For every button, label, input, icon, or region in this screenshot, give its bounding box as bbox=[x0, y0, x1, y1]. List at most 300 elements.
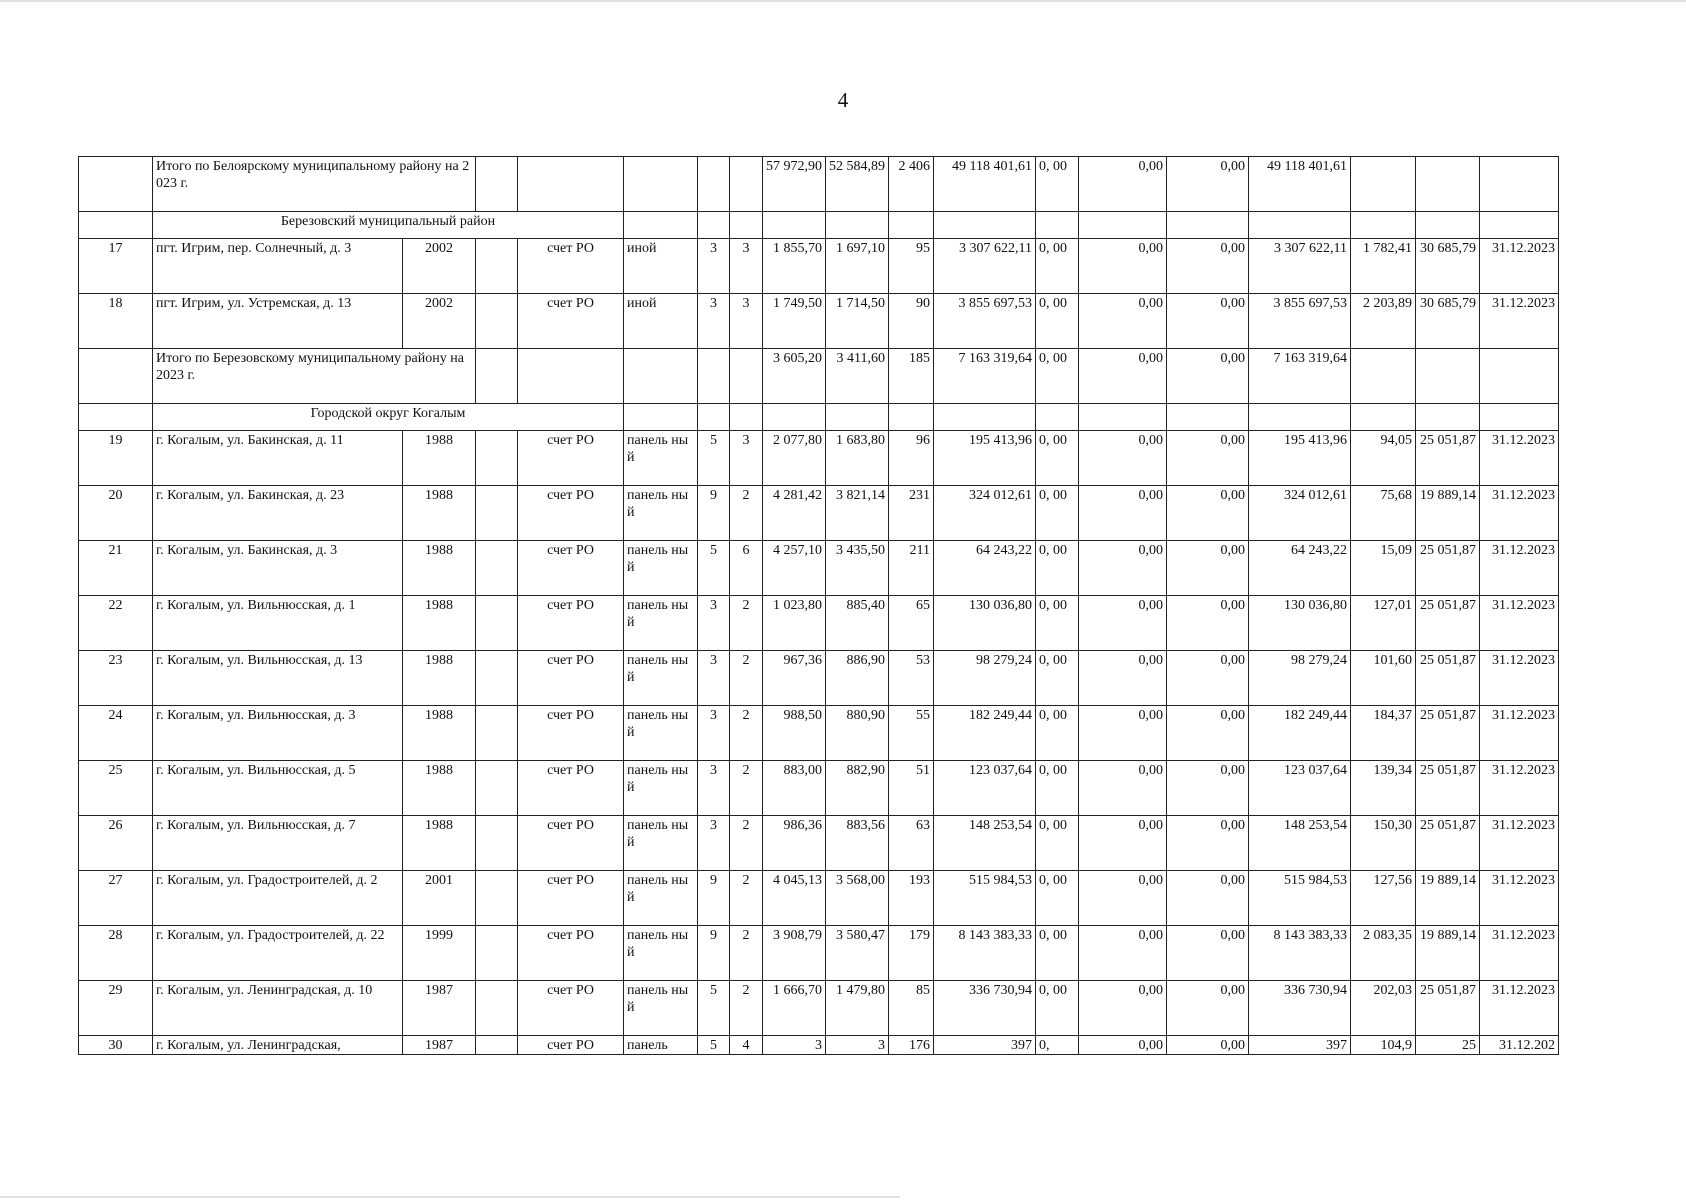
cell-method: счет РО bbox=[518, 651, 624, 706]
cell-address: г. Когалым, ул. Вильнюсская, д. 13 bbox=[153, 651, 403, 706]
cell-residents: 2 406 bbox=[889, 157, 934, 212]
table-row bbox=[79, 1036, 1559, 1055]
cell-method: счет РО bbox=[518, 541, 624, 596]
cell-owners: 3 307 622,11 bbox=[1249, 239, 1351, 294]
table-row bbox=[79, 926, 1559, 981]
cell-wall: иной bbox=[624, 294, 698, 349]
cell-cost-total: 98 279,24 bbox=[934, 651, 1036, 706]
cell-floors: 5 bbox=[698, 1036, 730, 1055]
cell-area-living: 886,90 bbox=[826, 651, 889, 706]
cell-budget-local: 0,00 bbox=[1167, 926, 1249, 981]
cell-empty bbox=[476, 706, 518, 761]
cell-empty bbox=[730, 212, 763, 239]
cell-empty bbox=[476, 816, 518, 871]
cell-wall: панель ный bbox=[624, 486, 698, 541]
cell-area-living: 3 411,60 bbox=[826, 349, 889, 404]
cell-label: Итого по Березовскому муниципальному району на 2023 г. bbox=[153, 349, 476, 404]
cell-fund-support: 0, 00 bbox=[1036, 706, 1079, 761]
table-body bbox=[79, 157, 1559, 1055]
cell-year: 1988 bbox=[403, 431, 476, 486]
cell-empty bbox=[1351, 212, 1416, 239]
cell-deadline: 31.12.2023 bbox=[1480, 431, 1559, 486]
cell-entrances: 4 bbox=[730, 1036, 763, 1055]
cell-fund-support: 0, 00 bbox=[1036, 651, 1079, 706]
cell-cost-total: 7 163 319,64 bbox=[934, 349, 1036, 404]
cell-empty bbox=[698, 349, 730, 404]
cell-empty bbox=[1480, 349, 1559, 404]
section-row bbox=[79, 212, 1559, 239]
cell-address: г. Когалым, ул. Бакинская, д. 11 bbox=[153, 431, 403, 486]
table-row bbox=[79, 431, 1559, 486]
cell-method: счет РО bbox=[518, 816, 624, 871]
cell-max-cost: 25 051,87 bbox=[1416, 761, 1480, 816]
cell-area-total: 4 257,10 bbox=[763, 541, 826, 596]
cell-owners: 64 243,22 bbox=[1249, 541, 1351, 596]
cell-wall: иной bbox=[624, 239, 698, 294]
cell-max-cost: 30 685,79 bbox=[1416, 239, 1480, 294]
cell-budget-region: 0,00 bbox=[1079, 541, 1167, 596]
cell-num: 30 bbox=[79, 1036, 153, 1055]
cell-entrances: 2 bbox=[730, 761, 763, 816]
cell-floors: 5 bbox=[698, 431, 730, 486]
cell-year: 1988 bbox=[403, 706, 476, 761]
cell-label: Березовский муниципальный район bbox=[153, 212, 624, 239]
cell-area-living: 52 584,89 bbox=[826, 157, 889, 212]
cell-num: 17 bbox=[79, 239, 153, 294]
cell-empty bbox=[518, 349, 624, 404]
cell-entrances: 2 bbox=[730, 706, 763, 761]
cell-fund-support: 0, 00 bbox=[1036, 761, 1079, 816]
cell-unit-cost: 184,37 bbox=[1351, 706, 1416, 761]
cell-unit-cost: 139,34 bbox=[1351, 761, 1416, 816]
page-number: 4 bbox=[837, 88, 849, 112]
cell-area-total: 1 666,70 bbox=[763, 981, 826, 1036]
cell-floors: 3 bbox=[698, 239, 730, 294]
cell-budget-local: 0,00 bbox=[1167, 239, 1249, 294]
cell-empty bbox=[624, 404, 698, 431]
cell-max-cost: 25 051,87 bbox=[1416, 596, 1480, 651]
cell-empty bbox=[1249, 404, 1351, 431]
cell-deadline: 31.12.2023 bbox=[1480, 294, 1559, 349]
cell-budget-local: 0,00 bbox=[1167, 816, 1249, 871]
cell-wall: панель ный bbox=[624, 651, 698, 706]
cell-owners: 336 730,94 bbox=[1249, 981, 1351, 1036]
cell-empty bbox=[79, 349, 153, 404]
total-row bbox=[79, 157, 1559, 212]
cell-max-cost: 19 889,14 bbox=[1416, 926, 1480, 981]
cell-area-total: 988,50 bbox=[763, 706, 826, 761]
cell-empty bbox=[1036, 404, 1079, 431]
table-row bbox=[79, 486, 1559, 541]
cell-area-living: 883,56 bbox=[826, 816, 889, 871]
cell-owners: 123 037,64 bbox=[1249, 761, 1351, 816]
cell-empty bbox=[79, 404, 153, 431]
cell-wall: панель ный bbox=[624, 871, 698, 926]
cell-deadline: 31.12.2023 bbox=[1480, 596, 1559, 651]
cell-year: 2002 bbox=[403, 294, 476, 349]
cell-year: 1988 bbox=[403, 541, 476, 596]
cell-empty bbox=[476, 431, 518, 486]
cell-budget-local: 0,00 bbox=[1167, 981, 1249, 1036]
cell-empty bbox=[763, 212, 826, 239]
cell-empty bbox=[476, 596, 518, 651]
cell-deadline: 31.12.2023 bbox=[1480, 651, 1559, 706]
cell-address: г. Когалым, ул. Вильнюсская, д. 5 bbox=[153, 761, 403, 816]
cell-cost-total: 123 037,64 bbox=[934, 761, 1036, 816]
cell-fund-support: 0, 00 bbox=[1036, 294, 1079, 349]
cell-year: 1987 bbox=[403, 981, 476, 1036]
cell-empty bbox=[730, 157, 763, 212]
cell-residents: 53 bbox=[889, 651, 934, 706]
cell-label: Итого по Белоярскому муниципальному району на 2023 г. bbox=[153, 157, 476, 212]
cell-budget-local: 0,00 bbox=[1167, 157, 1249, 212]
cell-residents: 211 bbox=[889, 541, 934, 596]
cell-year: 1987 bbox=[403, 1036, 476, 1055]
repair-program-table bbox=[78, 156, 1559, 1055]
cell-budget-local: 0,00 bbox=[1167, 1036, 1249, 1055]
cell-residents: 63 bbox=[889, 816, 934, 871]
cell-empty bbox=[889, 212, 934, 239]
cell-budget-local: 0,00 bbox=[1167, 596, 1249, 651]
cell-owners: 98 279,24 bbox=[1249, 651, 1351, 706]
cell-empty bbox=[476, 871, 518, 926]
cell-empty bbox=[476, 239, 518, 294]
cell-address: г. Когалым, ул. Вильнюсская, д. 7 bbox=[153, 816, 403, 871]
cell-empty bbox=[934, 404, 1036, 431]
cell-budget-region: 0,00 bbox=[1079, 349, 1167, 404]
cell-entrances: 3 bbox=[730, 294, 763, 349]
cell-deadline: 31.12.2023 bbox=[1480, 981, 1559, 1036]
cell-budget-local: 0,00 bbox=[1167, 541, 1249, 596]
cell-area-living: 3 bbox=[826, 1036, 889, 1055]
cell-method: счет РО bbox=[518, 981, 624, 1036]
cell-empty bbox=[476, 157, 518, 212]
cell-empty bbox=[476, 486, 518, 541]
cell-residents: 185 bbox=[889, 349, 934, 404]
cell-budget-local: 0,00 bbox=[1167, 294, 1249, 349]
cell-area-living: 885,40 bbox=[826, 596, 889, 651]
cell-empty bbox=[889, 404, 934, 431]
cell-method: счет РО bbox=[518, 431, 624, 486]
cell-residents: 95 bbox=[889, 239, 934, 294]
cell-cost-total: 182 249,44 bbox=[934, 706, 1036, 761]
cell-fund-support: 0, 00 bbox=[1036, 486, 1079, 541]
cell-owners: 515 984,53 bbox=[1249, 871, 1351, 926]
cell-residents: 231 bbox=[889, 486, 934, 541]
cell-deadline: 31.12.2023 bbox=[1480, 871, 1559, 926]
cell-budget-region: 0,00 bbox=[1079, 157, 1167, 212]
cell-area-total: 986,36 bbox=[763, 816, 826, 871]
table-row bbox=[79, 596, 1559, 651]
cell-area-total: 3 605,20 bbox=[763, 349, 826, 404]
cell-empty bbox=[1167, 404, 1249, 431]
cell-address: г. Когалым, ул. Ленинградская, bbox=[153, 1036, 403, 1055]
cell-cost-total: 148 253,54 bbox=[934, 816, 1036, 871]
cell-budget-local: 0,00 bbox=[1167, 431, 1249, 486]
cell-year: 1988 bbox=[403, 761, 476, 816]
cell-entrances: 2 bbox=[730, 596, 763, 651]
cell-method: счет РО bbox=[518, 1036, 624, 1055]
cell-budget-region: 0,00 bbox=[1079, 706, 1167, 761]
cell-empty bbox=[1480, 212, 1559, 239]
cell-empty bbox=[624, 212, 698, 239]
cell-residents: 55 bbox=[889, 706, 934, 761]
cell-residents: 65 bbox=[889, 596, 934, 651]
cell-address: г. Когалым, ул. Бакинская, д. 23 bbox=[153, 486, 403, 541]
cell-entrances: 3 bbox=[730, 239, 763, 294]
cell-method: счет РО bbox=[518, 706, 624, 761]
cell-deadline: 31.12.2023 bbox=[1480, 486, 1559, 541]
cell-budget-region: 0,00 bbox=[1079, 596, 1167, 651]
cell-method: счет РО bbox=[518, 926, 624, 981]
cell-entrances: 6 bbox=[730, 541, 763, 596]
cell-area-total: 3 908,79 bbox=[763, 926, 826, 981]
cell-empty bbox=[698, 157, 730, 212]
cell-empty bbox=[1351, 349, 1416, 404]
cell-deadline: 31.12.2023 bbox=[1480, 816, 1559, 871]
cell-floors: 9 bbox=[698, 871, 730, 926]
cell-empty bbox=[476, 1036, 518, 1055]
cell-empty bbox=[476, 981, 518, 1036]
cell-empty bbox=[1416, 404, 1480, 431]
cell-method: счет РО bbox=[518, 239, 624, 294]
cell-num: 20 bbox=[79, 486, 153, 541]
cell-deadline: 31.12.2023 bbox=[1480, 761, 1559, 816]
cell-unit-cost: 94,05 bbox=[1351, 431, 1416, 486]
cell-fund-support: 0, 00 bbox=[1036, 157, 1079, 212]
cell-unit-cost: 15,09 bbox=[1351, 541, 1416, 596]
cell-wall: панель ный bbox=[624, 981, 698, 1036]
cell-fund-support: 0, 00 bbox=[1036, 541, 1079, 596]
cell-unit-cost: 2 083,35 bbox=[1351, 926, 1416, 981]
cell-residents: 96 bbox=[889, 431, 934, 486]
cell-year: 2001 bbox=[403, 871, 476, 926]
cell-area-total: 883,00 bbox=[763, 761, 826, 816]
cell-budget-region: 0,00 bbox=[1079, 431, 1167, 486]
cell-empty bbox=[1351, 404, 1416, 431]
cell-label: Городской округ Когалым bbox=[153, 404, 624, 431]
cell-unit-cost: 104,9 bbox=[1351, 1036, 1416, 1055]
cell-address: г. Когалым, ул. Вильнюсская, д. 3 bbox=[153, 706, 403, 761]
cell-empty bbox=[1249, 212, 1351, 239]
cell-max-cost: 25 051,87 bbox=[1416, 431, 1480, 486]
cell-address: г. Когалым, ул. Вильнюсская, д. 1 bbox=[153, 596, 403, 651]
cell-empty bbox=[1079, 212, 1167, 239]
cell-area-living: 882,90 bbox=[826, 761, 889, 816]
cell-num: 21 bbox=[79, 541, 153, 596]
table-row bbox=[79, 541, 1559, 596]
cell-deadline: 31.12.2023 bbox=[1480, 239, 1559, 294]
cell-budget-local: 0,00 bbox=[1167, 871, 1249, 926]
cell-year: 1999 bbox=[403, 926, 476, 981]
cell-budget-region: 0,00 bbox=[1079, 486, 1167, 541]
cell-unit-cost: 2 203,89 bbox=[1351, 294, 1416, 349]
cell-unit-cost: 127,56 bbox=[1351, 871, 1416, 926]
cell-budget-local: 0,00 bbox=[1167, 651, 1249, 706]
cell-cost-total: 195 413,96 bbox=[934, 431, 1036, 486]
cell-area-total: 4 281,42 bbox=[763, 486, 826, 541]
cell-empty bbox=[476, 926, 518, 981]
cell-fund-support: 0, bbox=[1036, 1036, 1079, 1055]
cell-empty bbox=[476, 651, 518, 706]
cell-fund-support: 0, 00 bbox=[1036, 871, 1079, 926]
cell-empty bbox=[934, 212, 1036, 239]
cell-cost-total: 515 984,53 bbox=[934, 871, 1036, 926]
cell-cost-total: 64 243,22 bbox=[934, 541, 1036, 596]
cell-wall: панель bbox=[624, 1036, 698, 1055]
cell-empty bbox=[1416, 212, 1480, 239]
cell-empty bbox=[518, 157, 624, 212]
cell-method: счет РО bbox=[518, 294, 624, 349]
cell-fund-support: 0, 00 bbox=[1036, 431, 1079, 486]
cell-num: 27 bbox=[79, 871, 153, 926]
cell-empty bbox=[1036, 212, 1079, 239]
cell-method: счет РО bbox=[518, 871, 624, 926]
cell-cost-total: 8 143 383,33 bbox=[934, 926, 1036, 981]
table-row bbox=[79, 761, 1559, 816]
cell-cost-total: 49 118 401,61 bbox=[934, 157, 1036, 212]
cell-empty bbox=[826, 212, 889, 239]
cell-num: 29 bbox=[79, 981, 153, 1036]
cell-empty bbox=[79, 157, 153, 212]
cell-fund-support: 0, 00 bbox=[1036, 596, 1079, 651]
cell-budget-local: 0,00 bbox=[1167, 486, 1249, 541]
cell-floors: 9 bbox=[698, 926, 730, 981]
cell-empty bbox=[624, 157, 698, 212]
cell-fund-support: 0, 00 bbox=[1036, 816, 1079, 871]
cell-unit-cost: 127,01 bbox=[1351, 596, 1416, 651]
cell-num: 28 bbox=[79, 926, 153, 981]
cell-address: пгт. Игрим, ул. Устремская, д. 13 bbox=[153, 294, 403, 349]
table-row bbox=[79, 294, 1559, 349]
cell-fund-support: 0, 00 bbox=[1036, 926, 1079, 981]
cell-max-cost: 30 685,79 bbox=[1416, 294, 1480, 349]
cell-floors: 3 bbox=[698, 706, 730, 761]
cell-budget-local: 0,00 bbox=[1167, 706, 1249, 761]
cell-max-cost: 25 051,87 bbox=[1416, 981, 1480, 1036]
cell-unit-cost: 202,03 bbox=[1351, 981, 1416, 1036]
cell-empty bbox=[1480, 157, 1559, 212]
table-row bbox=[79, 981, 1559, 1036]
cell-empty bbox=[476, 349, 518, 404]
cell-method: счет РО bbox=[518, 761, 624, 816]
cell-owners: 195 413,96 bbox=[1249, 431, 1351, 486]
cell-owners: 3 855 697,53 bbox=[1249, 294, 1351, 349]
cell-cost-total: 130 036,80 bbox=[934, 596, 1036, 651]
cell-floors: 3 bbox=[698, 294, 730, 349]
cell-wall: панель ный bbox=[624, 431, 698, 486]
cell-entrances: 2 bbox=[730, 651, 763, 706]
cell-address: г. Когалым, ул. Градостроителей, д. 2 bbox=[153, 871, 403, 926]
table-row bbox=[79, 816, 1559, 871]
cell-budget-region: 0,00 bbox=[1079, 651, 1167, 706]
cell-residents: 179 bbox=[889, 926, 934, 981]
cell-budget-region: 0,00 bbox=[1079, 294, 1167, 349]
cell-max-cost: 25 bbox=[1416, 1036, 1480, 1055]
cell-owners: 7 163 319,64 bbox=[1249, 349, 1351, 404]
cell-floors: 3 bbox=[698, 651, 730, 706]
cell-deadline: 31.12.2023 bbox=[1480, 541, 1559, 596]
cell-area-total: 3 bbox=[763, 1036, 826, 1055]
cell-entrances: 3 bbox=[730, 431, 763, 486]
table-row bbox=[79, 871, 1559, 926]
cell-empty bbox=[476, 761, 518, 816]
cell-budget-region: 0,00 bbox=[1079, 871, 1167, 926]
cell-year: 1988 bbox=[403, 651, 476, 706]
cell-floors: 3 bbox=[698, 761, 730, 816]
cell-empty bbox=[624, 349, 698, 404]
cell-area-total: 57 972,90 bbox=[763, 157, 826, 212]
cell-budget-region: 0,00 bbox=[1079, 239, 1167, 294]
cell-area-total: 1 855,70 bbox=[763, 239, 826, 294]
cell-empty bbox=[698, 212, 730, 239]
cell-empty bbox=[826, 404, 889, 431]
cell-year: 1988 bbox=[403, 596, 476, 651]
cell-wall: панель ный bbox=[624, 706, 698, 761]
cell-area-living: 3 435,50 bbox=[826, 541, 889, 596]
cell-year: 1988 bbox=[403, 486, 476, 541]
cell-area-living: 1 683,80 bbox=[826, 431, 889, 486]
cell-area-living: 1 697,10 bbox=[826, 239, 889, 294]
cell-owners: 324 012,61 bbox=[1249, 486, 1351, 541]
cell-empty bbox=[730, 349, 763, 404]
cell-residents: 90 bbox=[889, 294, 934, 349]
cell-area-total: 1 023,80 bbox=[763, 596, 826, 651]
cell-area-living: 3 580,47 bbox=[826, 926, 889, 981]
cell-area-total: 1 749,50 bbox=[763, 294, 826, 349]
cell-floors: 5 bbox=[698, 981, 730, 1036]
cell-entrances: 2 bbox=[730, 816, 763, 871]
cell-budget-region: 0,00 bbox=[1079, 816, 1167, 871]
cell-empty bbox=[1351, 157, 1416, 212]
cell-residents: 176 bbox=[889, 1036, 934, 1055]
cell-num: 22 bbox=[79, 596, 153, 651]
cell-max-cost: 19 889,14 bbox=[1416, 871, 1480, 926]
cell-wall: панель ный bbox=[624, 926, 698, 981]
cell-area-total: 4 045,13 bbox=[763, 871, 826, 926]
cell-area-living: 1 479,80 bbox=[826, 981, 889, 1036]
cell-max-cost: 25 051,87 bbox=[1416, 541, 1480, 596]
cell-owners: 8 143 383,33 bbox=[1249, 926, 1351, 981]
cell-wall: панель ный bbox=[624, 816, 698, 871]
cell-max-cost: 25 051,87 bbox=[1416, 651, 1480, 706]
cell-wall: панель ный bbox=[624, 541, 698, 596]
cell-entrances: 2 bbox=[730, 926, 763, 981]
cell-budget-local: 0,00 bbox=[1167, 349, 1249, 404]
cell-owners: 130 036,80 bbox=[1249, 596, 1351, 651]
cell-unit-cost: 101,60 bbox=[1351, 651, 1416, 706]
cell-budget-region: 0,00 bbox=[1079, 981, 1167, 1036]
cell-max-cost: 19 889,14 bbox=[1416, 486, 1480, 541]
cell-empty bbox=[1416, 349, 1480, 404]
cell-floors: 9 bbox=[698, 486, 730, 541]
cell-residents: 193 bbox=[889, 871, 934, 926]
cell-cost-total: 397 bbox=[934, 1036, 1036, 1055]
cell-deadline: 31.12.2023 bbox=[1480, 706, 1559, 761]
cell-budget-local: 0,00 bbox=[1167, 761, 1249, 816]
cell-unit-cost: 75,68 bbox=[1351, 486, 1416, 541]
cell-cost-total: 336 730,94 bbox=[934, 981, 1036, 1036]
cell-year: 2002 bbox=[403, 239, 476, 294]
cell-num: 18 bbox=[79, 294, 153, 349]
cell-num: 19 bbox=[79, 431, 153, 486]
cell-address: г. Когалым, ул. Бакинская, д. 3 bbox=[153, 541, 403, 596]
cell-year: 1988 bbox=[403, 816, 476, 871]
cell-empty bbox=[476, 294, 518, 349]
cell-num: 25 bbox=[79, 761, 153, 816]
cell-deadline: 31.12.2023 bbox=[1480, 926, 1559, 981]
cell-num: 24 bbox=[79, 706, 153, 761]
